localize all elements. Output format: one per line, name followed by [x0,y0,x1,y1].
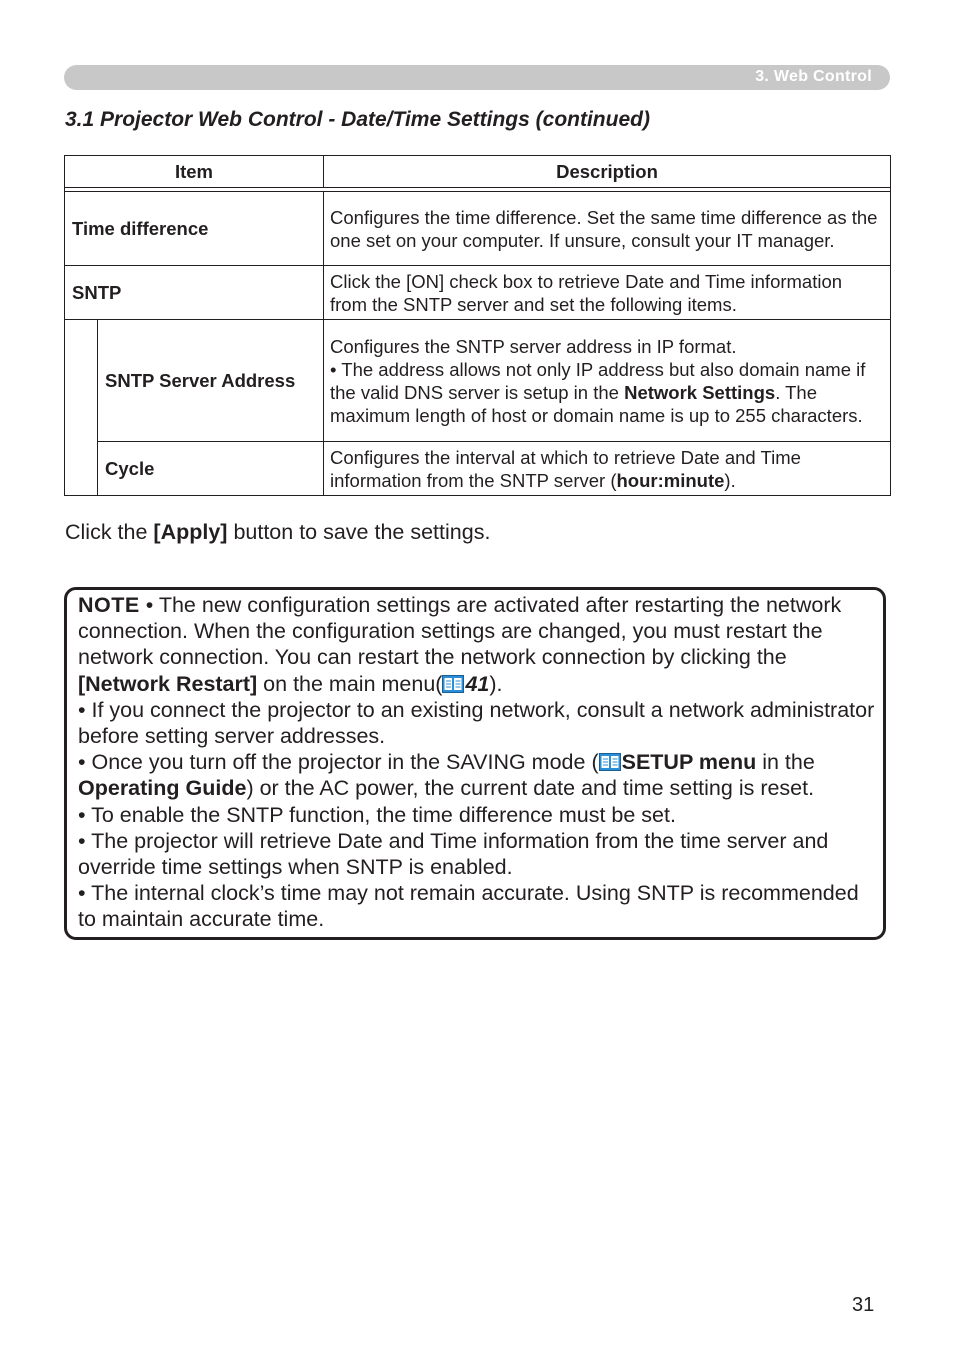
indent-spacer [65,320,98,496]
note-label: NOTE [78,593,140,617]
page-number: 31 [852,1294,875,1316]
note-box [64,587,886,940]
settings-table [64,155,891,496]
note-text: on the main menu( [257,671,443,696]
table-row [65,266,891,320]
table-header-row [65,156,891,188]
note-text: • The projector will retrieve Date and Time information from the time server and override time settings when SNTP is enabled. [78,828,829,880]
desc-time-difference: Configures the time difference. Set the same time difference as the one set on your computer. If unsure, consult your IT manager. [324,192,891,266]
item-time-difference: Time difference [65,192,324,266]
desc-text: • The address allows not only IP address but also domain name if the valid DNS server is setup in the [330,359,866,403]
network-settings-ref: Network Settings [624,382,776,403]
chapter-label: 3. Web Control [755,68,872,85]
page-ref: 41 [465,671,490,696]
book-icon [442,673,464,691]
note-text: • The internal clock’s time may not remain accurate. Using SNTP is recommended to maintain accurate time. [78,881,859,932]
table-row [65,320,891,442]
section-title: 3.1 Projector Web Control - Date/Time Settings (continued) [65,108,650,131]
setup-menu-ref: SETUP menu [621,750,757,775]
item-sntp: SNTP [65,266,324,320]
book-icon [599,751,621,769]
desc-sntp: Click the [ON] check box to retrieve Date and Time information from the SNTP server and set the following items. [324,266,891,320]
note-text: ). [489,671,503,696]
desc-text: Configures the interval at which to retrieve Date and Time information from the SNTP server ( [330,447,801,491]
desc-cycle [324,442,891,496]
chapter-header-bar [64,65,890,90]
hour-minute-format: hour:minute [616,470,725,491]
note-text: • Once you turn off the projector in the SAVING mode ( [78,750,599,775]
note-text: • If you connect the projector to an existing network, consult a network administrator before setting server addresses. [78,697,875,749]
column-header-item: Item [65,156,324,188]
instruction-text: Click the [65,520,154,544]
instruction-text: button to save the settings. [227,520,491,544]
item-cycle: Cycle [98,442,324,496]
apply-button-ref: [Apply] [153,520,228,544]
note-text: ) or the AC power, the current date and time setting is reset. [246,776,815,801]
note-content [78,592,878,933]
operating-guide-ref: Operating Guide [78,776,247,801]
apply-instruction [65,520,490,545]
desc-text: . The maximum length of host or domain name is up to 255 characters. [330,382,863,426]
desc-line: Configures the SNTP server address in IP format. [330,336,737,357]
note-text: • The new configuration settings are activated after restarting the network connection. When the configuration settings are changed, you must restart the network connection. You can restart the network connection by clicking the [78,593,842,670]
note-text: in the [756,750,815,775]
table-row [65,192,891,266]
item-sntp-server-address: SNTP Server Address [98,320,324,442]
network-restart-ref: [Network Restart] [78,671,258,696]
table-row [65,442,891,496]
desc-text: ). [724,470,736,491]
column-header-description: Description [324,156,891,188]
desc-sntp-server-address [324,320,891,442]
note-text: • To enable the SNTP function, the time difference must be set. [78,802,676,827]
